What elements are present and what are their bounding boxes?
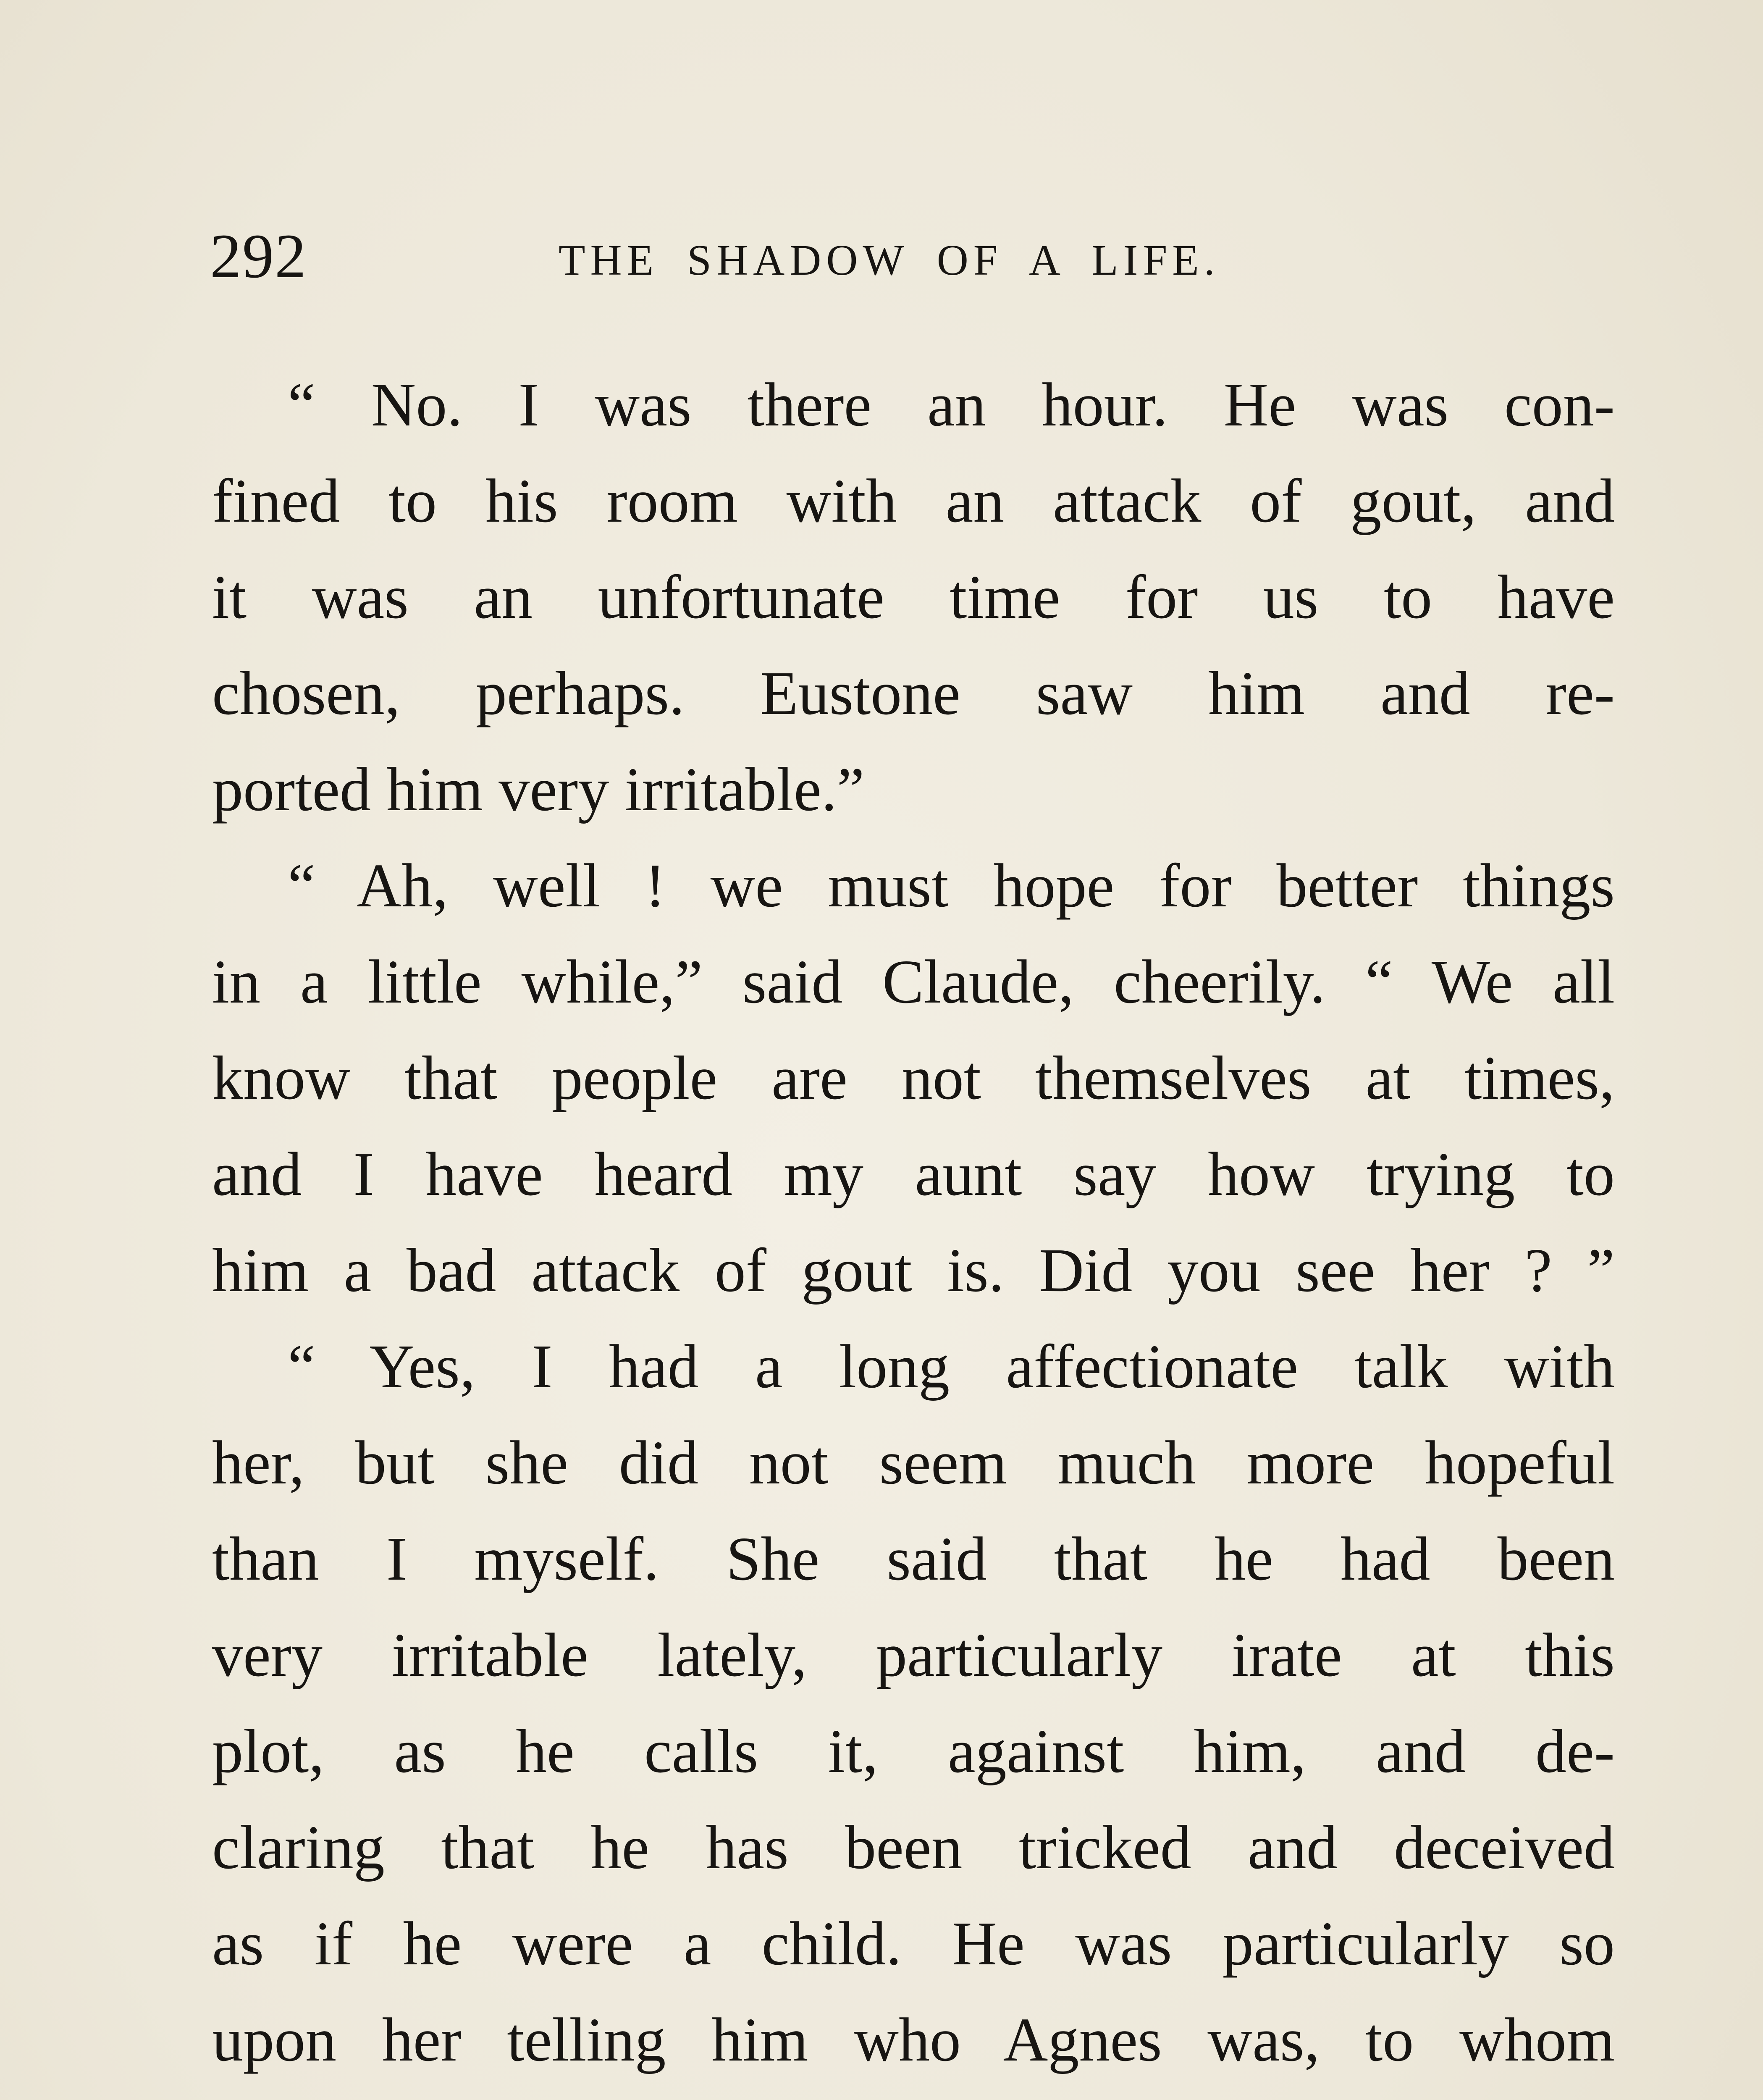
running-head: THE SHADOW OF A LIFE. <box>559 236 1220 284</box>
text-line: than I myself. She said that he had been <box>212 1525 1615 1593</box>
page-number: 292 <box>210 221 307 291</box>
text-line: in a little while,” said Claude, cheerily. “ We all <box>212 948 1615 1016</box>
text-line: plot, as he calls it, against him, and de- <box>212 1717 1615 1786</box>
body-text <box>212 357 1615 2100</box>
text-line: her, but she did not seem much more hopeful <box>212 1428 1615 1497</box>
text-line: “ Yes, I had a long affectionate talk with <box>288 1332 1615 1401</box>
text-line: know that people are not themselves at times, <box>212 1044 1615 1113</box>
text-line: fined to his room with an attack of gout, and <box>212 467 1615 536</box>
text-line: very irritable lately, particularly irate at this <box>212 1621 1615 1690</box>
text-line: him a bad attack of gout is. Did you see her ? ” <box>212 1236 1615 1305</box>
text-line: ported him very irritable.” <box>212 755 865 824</box>
text-line: claring that he has been tricked and deceived <box>212 1813 1615 1882</box>
page-header <box>210 214 1302 298</box>
text-line: upon her telling him who Agnes was, to whom <box>212 2006 1615 2074</box>
text-line: chosen, perhaps. Eustone saw him and re- <box>212 659 1615 728</box>
text-line: as if he were a child. He was particularly so <box>212 1909 1615 1978</box>
text-line <box>212 2088 1615 2100</box>
text-line: “ No. I was there an hour. He was con- <box>288 370 1615 439</box>
text-line: it was an unfortunate time for us to have <box>212 563 1615 632</box>
text-line: and I have heard my aunt say how trying to <box>212 1140 1615 1209</box>
text-line: “ Ah, well ! we must hope for better things <box>288 851 1615 920</box>
